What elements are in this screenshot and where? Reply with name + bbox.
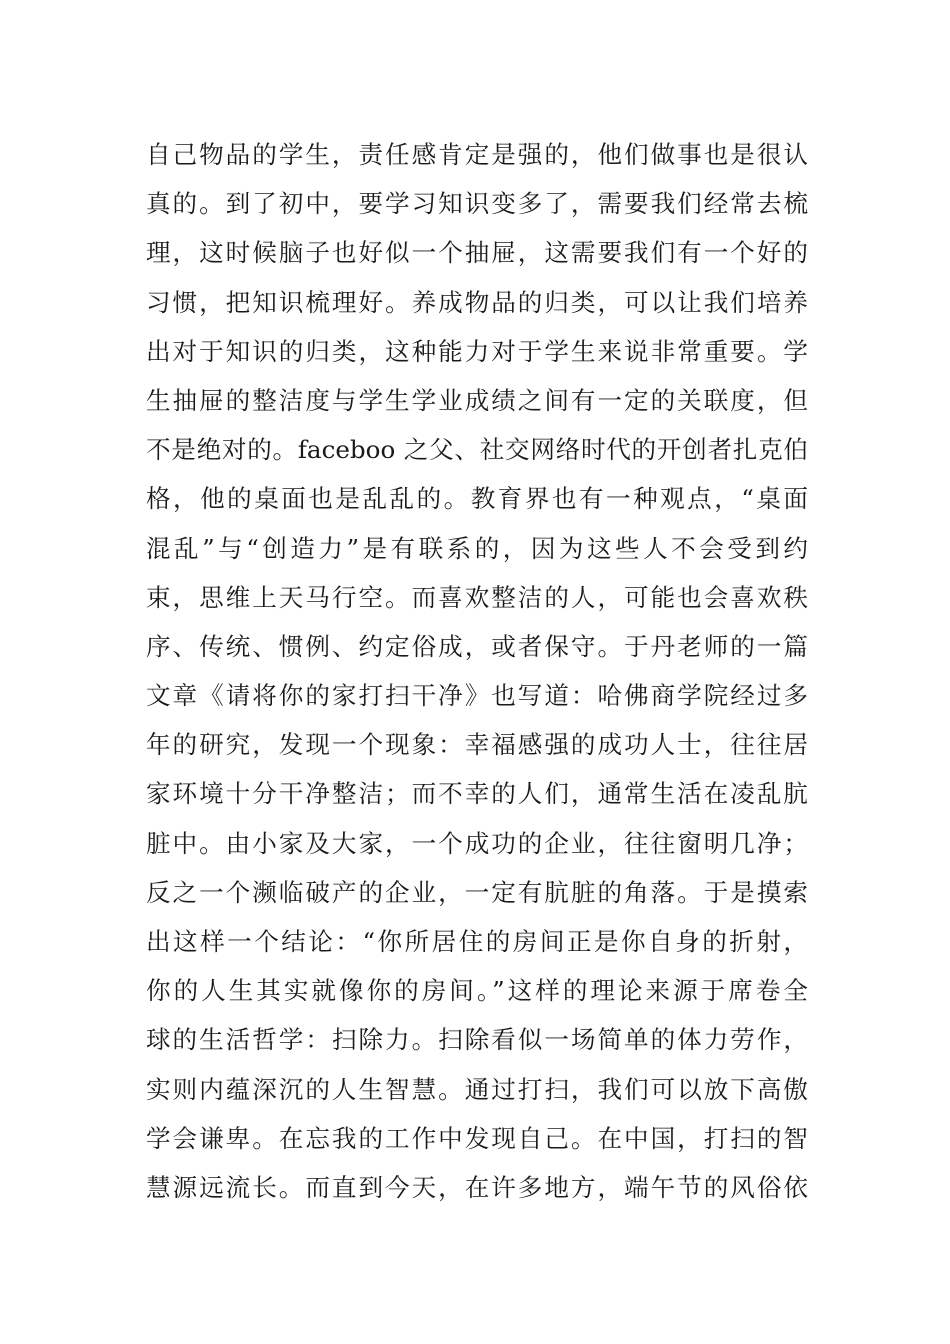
paragraph-line: 理，这时候脑子也好似一个抽屉，这需要我们有一个好的	[146, 238, 808, 268]
paragraph-line: 慧源远流长。而直到今天，在许多地方，端午节的风俗依	[146, 1172, 808, 1202]
paragraph-line: 格，他的桌面也是乱乱的。教育界也有一种观点，“桌面	[146, 484, 808, 514]
paragraph-line: 习惯，把知识梳理好。养成物品的归类，可以让我们培养	[146, 287, 808, 317]
paragraph-line: 文章《请将你的家打扫干净》也写道：哈佛商学院经过多	[146, 681, 808, 711]
paragraph-line: 出对于知识的归类，这种能力对于学生来说非常重要。学	[146, 336, 808, 366]
paragraph-line: 年的研究，发现一个现象：幸福感强的成功人士，往往居	[146, 730, 808, 760]
body-paragraph	[146, 130, 808, 1212]
paragraph-line: 混乱”与“创造力”是有联系的，因为这些人不会受到约	[146, 533, 808, 563]
paragraph-line: 脏中。由小家及大家，一个成功的企业，往往窗明几净；	[146, 828, 808, 858]
paragraph-line: 自己物品的学生，责任感肯定是强的，他们做事也是很认	[146, 140, 808, 169]
paragraph-line: 家环境十分干净整洁；而不幸的人们，通常生活在凌乱肮	[146, 779, 808, 809]
paragraph-line: 球的生活哲学：扫除力。扫除看似一场简单的体力劳作，	[146, 1025, 808, 1055]
paragraph-line: 生抽屉的整洁度与学生学业成绩之间有一定的关联度，但	[146, 385, 808, 415]
paragraph-line: 真的。到了初中，要学习知识变多了，需要我们经常去梳	[146, 189, 808, 219]
paragraph-line: 出这样一个结论：“你所居住的房间正是你自身的折射，	[146, 927, 808, 956]
paragraph-line: 学会谦卑。在忘我的工作中发现自己。在中国，打扫的智	[146, 1123, 808, 1153]
paragraph-line: 束，思维上天马行空。而喜欢整洁的人，可能也会喜欢秩	[146, 582, 808, 612]
paragraph-line: 反之一个濒临破产的企业，一定有肮脏的角落。于是摸索	[146, 877, 808, 907]
paragraph-line: 不是绝对的。faceboo 之父、社交网络时代的开创者扎克伯	[146, 435, 808, 465]
paragraph-line: 你的人生其实就像你的房间。”这样的理论来源于席卷全	[146, 976, 808, 1006]
paragraph-line: 序、传统、惯例、约定俗成，或者保守。于丹老师的一篇	[146, 631, 808, 661]
paragraph-line: 实则内蕴深沉的人生智慧。通过打扫，我们可以放下高傲	[146, 1074, 808, 1104]
